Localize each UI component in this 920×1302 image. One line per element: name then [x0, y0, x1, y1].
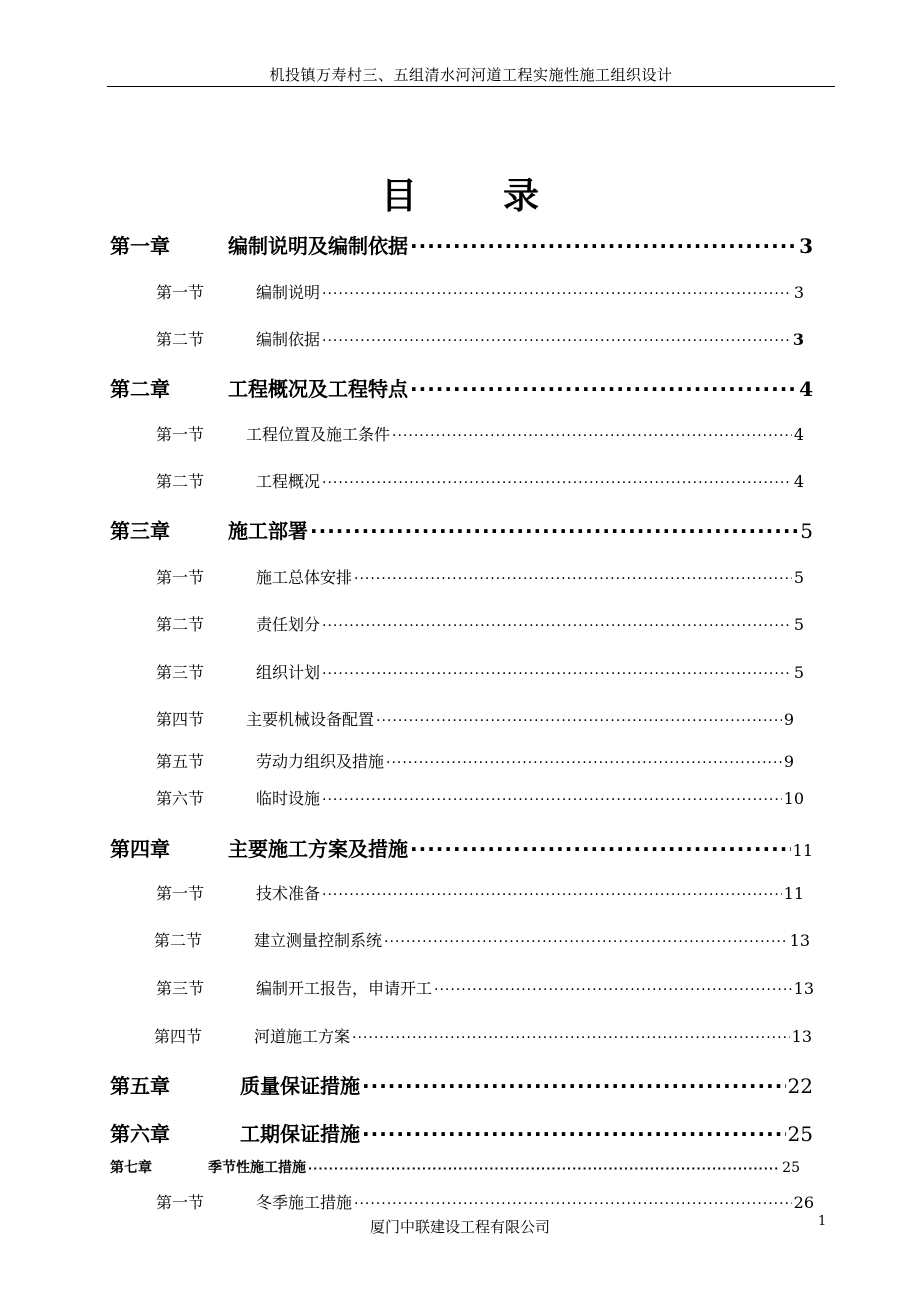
chapter-title: 季节性施工措施 — [208, 1160, 306, 1176]
leader-dots — [410, 234, 797, 258]
page-number: 5 — [800, 519, 813, 543]
section-number: 第一节 — [156, 884, 205, 903]
section-number: 第五节 — [156, 752, 205, 771]
page-number: 13 — [791, 1027, 812, 1046]
section-title: 主要机械设备配置 — [246, 710, 375, 729]
chapter-number: 第六章 — [110, 1122, 170, 1146]
section-number: 第一节 — [156, 1193, 205, 1212]
chapter-title: 施工部署 — [228, 519, 308, 543]
toc-section-4-2[interactable] — [154, 928, 810, 951]
section-number: 第一节 — [156, 425, 205, 444]
company-name: 厦门中联建设工程有限公司 — [369, 1218, 550, 1236]
section-title: 技术准备 — [256, 884, 321, 903]
chapter-number: 第七章 — [110, 1160, 152, 1176]
section-title: 编制开工报告，申请开工 — [256, 979, 433, 998]
toc-section-3-1[interactable] — [156, 565, 804, 588]
section-title: 建立测量控制系统 — [254, 931, 383, 950]
section-title: 编制依据 — [256, 330, 321, 349]
leader-dots — [322, 286, 792, 302]
section-number: 第二节 — [156, 472, 205, 491]
page-number: 3 — [793, 283, 804, 302]
section-number: 第二节 — [156, 330, 205, 349]
page-number: 4 — [793, 425, 804, 444]
toc-section-4-4[interactable] — [154, 1024, 812, 1047]
chapter-number: 第四章 — [110, 837, 170, 861]
leader-dots — [410, 837, 791, 861]
leader-dots — [322, 618, 792, 634]
leader-dots — [308, 1162, 780, 1175]
page-number: 9 — [783, 752, 794, 771]
page-number: 4 — [793, 472, 804, 491]
section-title: 临时设施 — [256, 789, 321, 808]
section-title: 工程概况 — [256, 472, 321, 491]
document-title: 机投镇万寿村三、五组清水河河道工程实施性施工组织设计 — [269, 66, 673, 84]
toc-chapter-5[interactable] — [110, 1070, 813, 1099]
page-number: 5 — [793, 663, 804, 682]
section-number: 第一节 — [156, 283, 205, 302]
page-number: 5 — [793, 568, 804, 587]
leader-dots — [362, 1074, 786, 1098]
toc-chapter-1[interactable] — [110, 230, 813, 259]
leader-dots — [434, 982, 792, 998]
leader-dots — [354, 571, 792, 587]
toc-heading-char-1: 目 — [380, 176, 417, 217]
section-title: 组织计划 — [256, 663, 321, 682]
toc-section-2-2[interactable] — [156, 469, 804, 492]
chapter-title: 工期保证措施 — [240, 1122, 360, 1146]
page-number: 5 — [793, 615, 804, 634]
leader-dots — [310, 519, 798, 543]
toc-section-3-5[interactable] — [156, 749, 794, 772]
chapter-number: 第五章 — [110, 1074, 170, 1098]
leader-dots — [352, 1030, 790, 1046]
toc-chapter-4[interactable] — [110, 833, 813, 862]
page-number: 11 — [792, 841, 813, 860]
chapter-title: 主要施工方案及措施 — [228, 837, 408, 861]
header-rule — [107, 86, 835, 87]
leader-dots — [322, 792, 782, 808]
page-number: 11 — [783, 884, 804, 903]
section-number: 第一节 — [156, 568, 205, 587]
toc-section-3-2[interactable] — [156, 612, 804, 635]
page-number: 26 — [793, 1193, 814, 1212]
leader-dots — [362, 1122, 786, 1146]
chapter-title: 工程概况及工程特点 — [228, 377, 408, 401]
section-title: 工程位置及施工条件 — [246, 425, 391, 444]
chapter-number: 第二章 — [110, 377, 170, 401]
chapter-title: 编制说明及编制依据 — [228, 234, 408, 258]
toc-section-7-1[interactable] — [156, 1190, 814, 1213]
page-number: 22 — [787, 1074, 813, 1098]
chapter-number: 第一章 — [110, 234, 170, 258]
toc-section-4-1[interactable] — [156, 881, 804, 904]
leader-dots — [392, 428, 792, 444]
section-title: 冬季施工措施 — [256, 1193, 353, 1212]
toc-section-2-1[interactable] — [156, 422, 804, 445]
page-number: 25 — [787, 1122, 813, 1146]
section-number: 第六节 — [156, 789, 205, 808]
section-title: 劳动力组织及措施 — [256, 752, 385, 771]
toc-chapter-6[interactable] — [110, 1118, 813, 1147]
leader-dots — [322, 333, 791, 349]
page-number: 13 — [789, 931, 810, 950]
leader-dots — [384, 934, 788, 950]
toc-chapter-7[interactable] — [110, 1157, 800, 1177]
leader-dots — [376, 713, 782, 729]
toc-section-3-4[interactable] — [156, 707, 794, 730]
toc-section-3-3[interactable] — [156, 660, 804, 683]
section-title: 施工总体安排 — [256, 568, 353, 587]
leader-dots — [322, 666, 792, 682]
page-number: 25 — [782, 1160, 800, 1176]
page-number: 10 — [783, 789, 804, 808]
toc-heading — [0, 168, 920, 219]
toc-section-3-6[interactable] — [156, 786, 804, 809]
section-number: 第四节 — [154, 1027, 203, 1046]
leader-dots — [386, 755, 782, 771]
toc-chapter-2[interactable] — [110, 373, 813, 402]
chapter-title: 质量保证措施 — [240, 1074, 360, 1098]
leader-dots — [410, 377, 797, 401]
section-number: 第四节 — [156, 710, 205, 729]
toc-section-1-1[interactable] — [156, 280, 804, 303]
page-number: 13 — [793, 979, 814, 998]
page-number: 9 — [783, 710, 794, 729]
section-title: 河道施工方案 — [254, 1027, 351, 1046]
section-title: 编制说明 — [256, 283, 321, 302]
toc-section-4-3[interactable] — [156, 976, 814, 999]
toc-heading-char-2: 录 — [503, 176, 540, 217]
toc-section-1-2[interactable] — [156, 327, 804, 350]
toc-chapter-3[interactable] — [110, 515, 813, 544]
section-number: 第二节 — [156, 615, 205, 634]
section-title: 责任划分 — [256, 615, 321, 634]
section-number: 第三节 — [156, 663, 205, 682]
page-number: 3 — [792, 330, 804, 349]
chapter-number: 第三章 — [110, 519, 170, 543]
page-number: 3 — [799, 234, 813, 258]
footer-page-number: 1 — [818, 1214, 827, 1229]
leader-dots — [322, 887, 782, 903]
section-number: 第二节 — [154, 931, 203, 950]
leader-dots — [354, 1196, 792, 1212]
page-number: 4 — [799, 377, 813, 401]
leader-dots — [322, 475, 792, 491]
section-number: 第三节 — [156, 979, 205, 998]
